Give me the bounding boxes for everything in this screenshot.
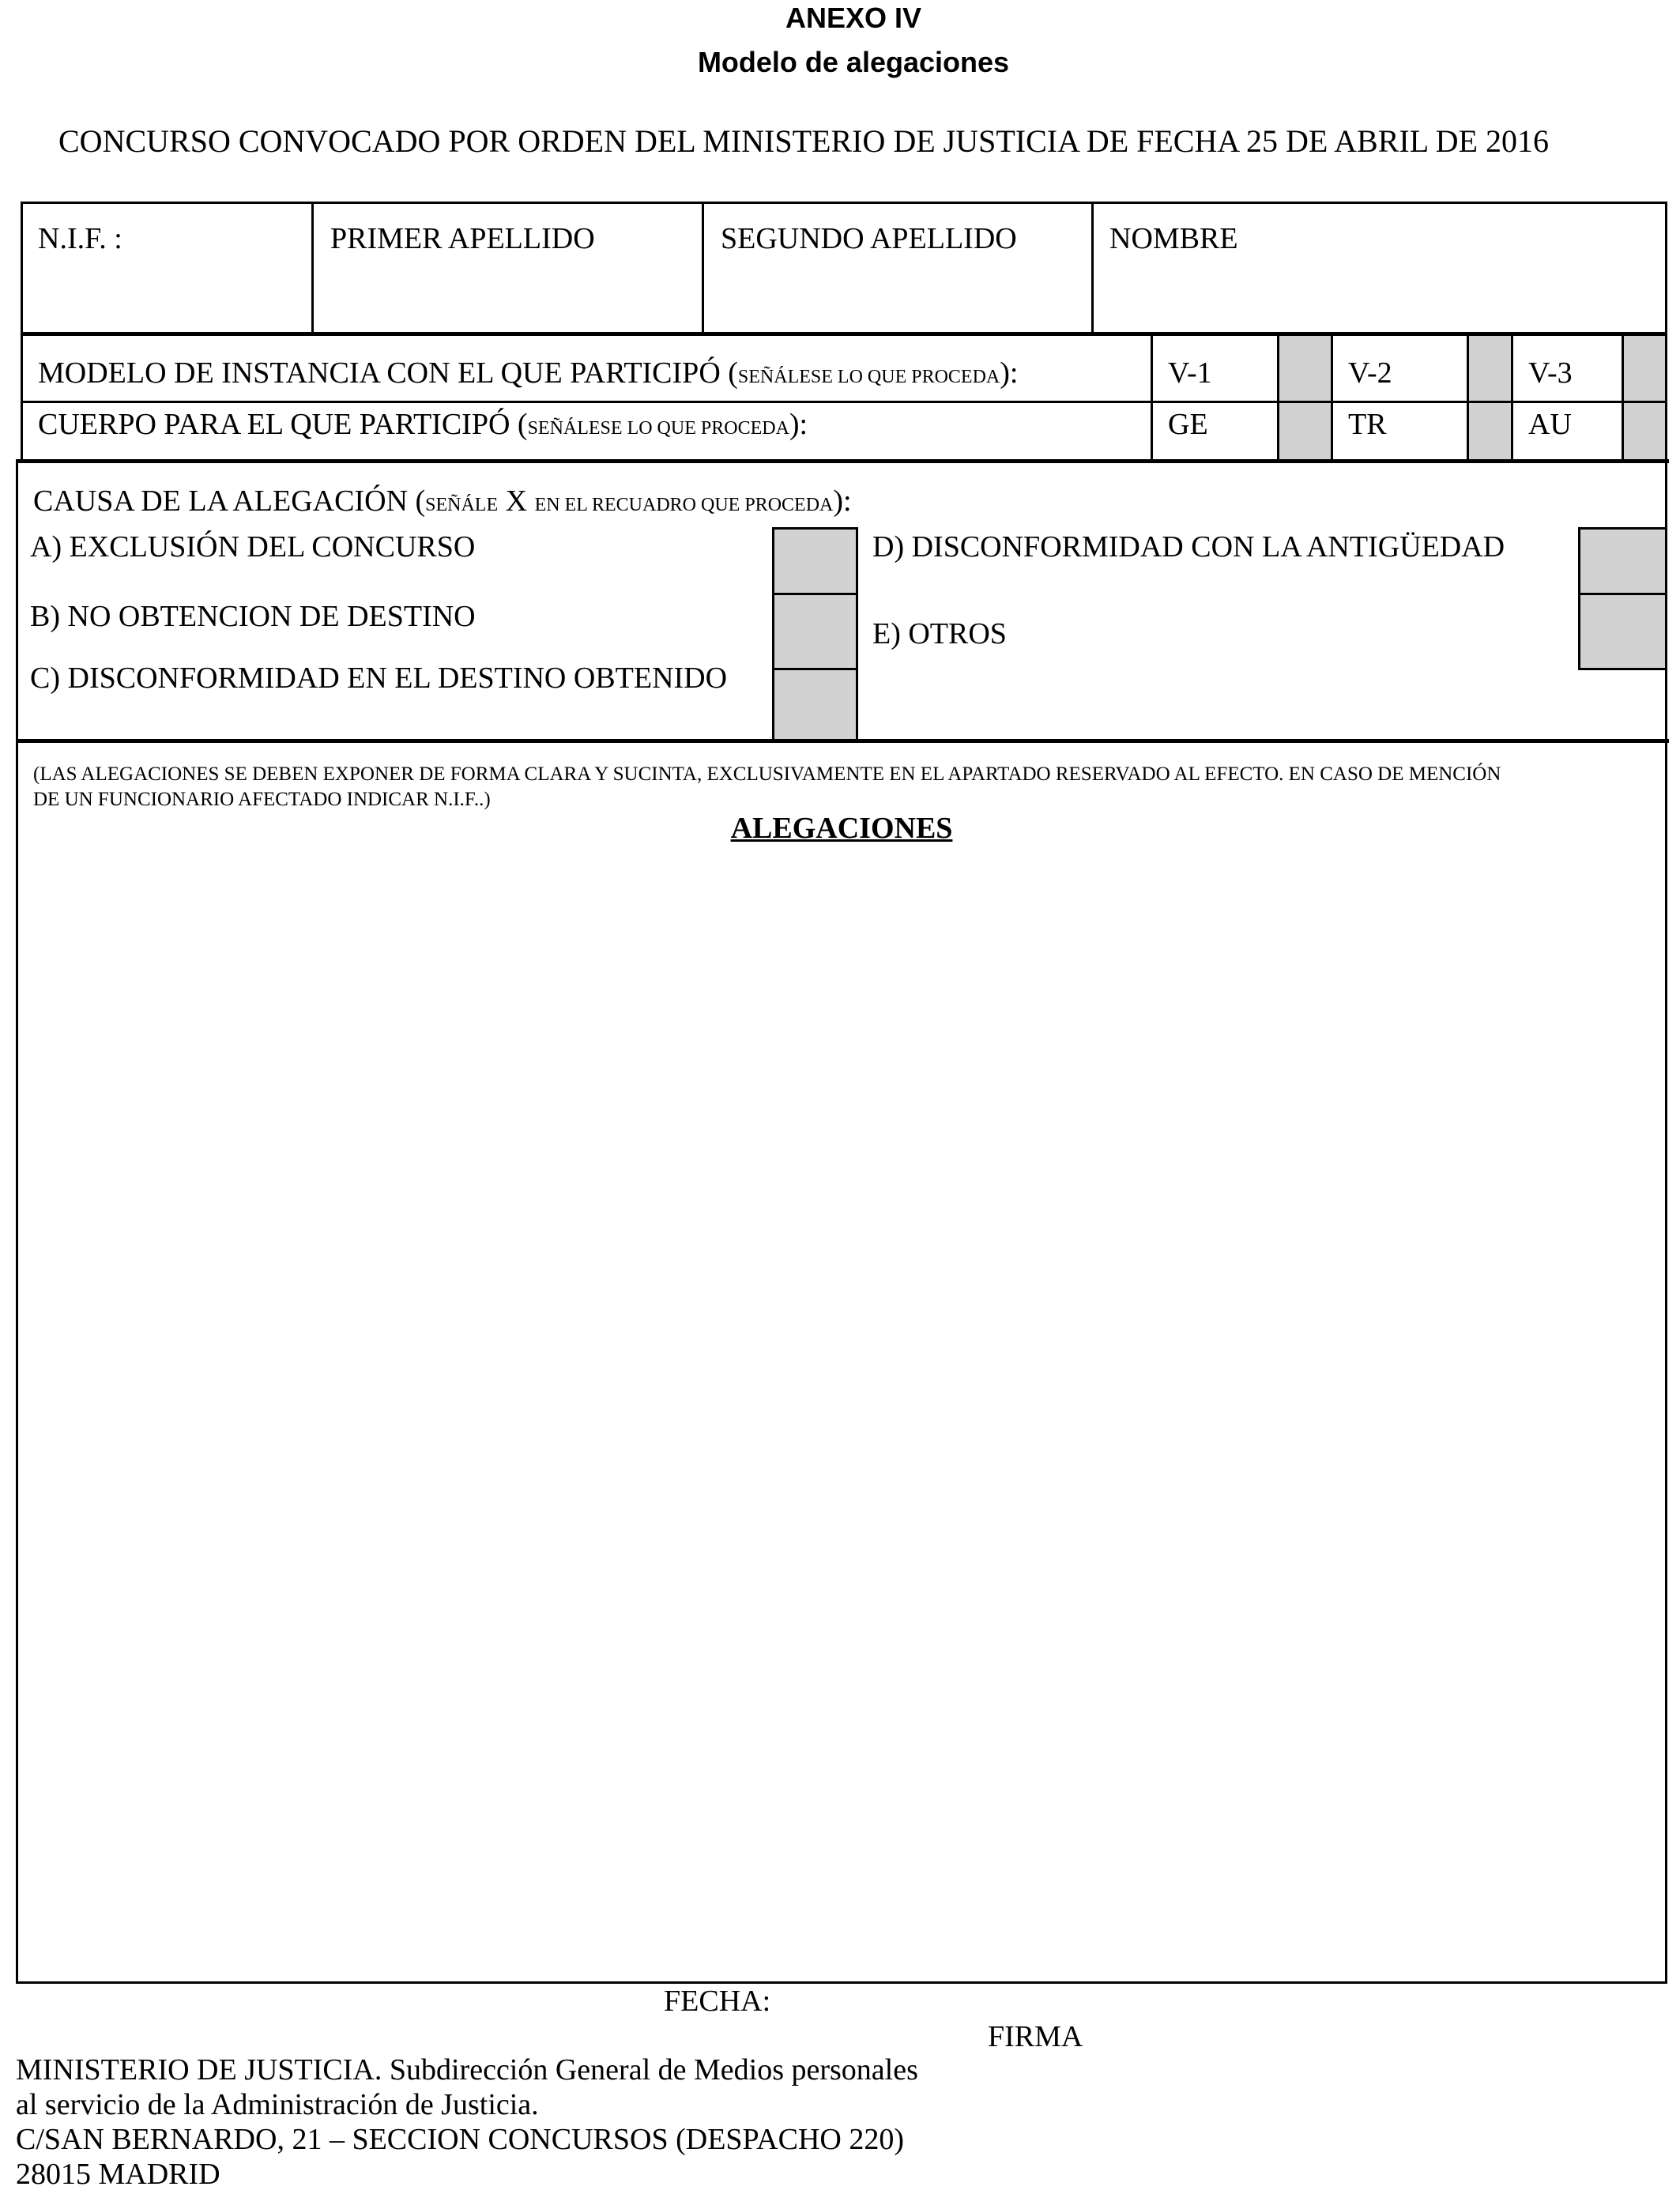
option-v3: V-3 [1528, 356, 1573, 390]
checkbox-cause-a[interactable] [774, 530, 856, 593]
checkbox-cause-c[interactable] [774, 670, 856, 739]
address-line-1: MINISTERIO DE JUSTICIA. Subdirección General de Medios personales [16, 2053, 918, 2087]
checkbox-v1[interactable] [1279, 336, 1331, 401]
checkbox-v3[interactable] [1624, 336, 1665, 401]
signature-label: FIRMA [988, 2020, 1083, 2053]
cause-option-b: B) NO OBTENCION DE DESTINO [30, 600, 476, 633]
checkbox-cause-b[interactable] [774, 595, 856, 668]
option-v2: V-2 [1348, 356, 1392, 390]
model-label: MODELO DE INSTANCIA CON EL QUE PARTICIPÓ (SEÑÁLESE LO QUE PROCEDA): [38, 356, 1019, 390]
form-subtitle: Modelo de alegaciones [697, 46, 1010, 78]
cause-option-e: E) OTROS [872, 617, 1007, 650]
nif-field[interactable]: N.I.F. : [38, 222, 122, 255]
cause-option-d: D) DISCONFORMIDAD CON LA ANTIGÜEDAD [872, 530, 1505, 564]
date-label: FECHA: [664, 1985, 771, 2018]
checkbox-cause-e[interactable] [1580, 595, 1665, 668]
option-au: AU [1528, 408, 1572, 441]
address-line-3: C/SAN BERNARDO, 21 – SECCION CONCURSOS (DESPACHO 220) [16, 2123, 905, 2156]
cause-option-c: C) DISCONFORMIDAD EN EL DESTINO OBTENIDO [30, 662, 728, 695]
checkbox-ge[interactable] [1279, 403, 1331, 459]
name-field[interactable]: NOMBRE [1109, 222, 1238, 255]
option-tr: TR [1348, 408, 1387, 441]
checkbox-v2[interactable] [1469, 336, 1511, 401]
allegations-instructions-line2: DE UN FUNCIONARIO AFECTADO INDICAR N.I.F..) [33, 789, 491, 810]
checkbox-au[interactable] [1624, 403, 1665, 459]
contest-heading: CONCURSO CONVOCADO POR ORDEN DEL MINISTERIO DE JUSTICIA DE FECHA 25 DE ABRIL DE 2016 [58, 123, 1549, 159]
address-line-4: 28015 MADRID [16, 2158, 220, 2191]
checkbox-cause-d[interactable] [1580, 530, 1665, 593]
body-label: CUERPO PARA EL QUE PARTICIPÓ (SEÑÁLESE LO QUE PROCEDA): [38, 408, 808, 441]
allegations-heading: ALEGACIONES [730, 812, 953, 845]
checkbox-tr[interactable] [1469, 403, 1511, 459]
second-surname-field[interactable]: SEGUNDO APELLIDO [721, 222, 1017, 255]
option-ge: GE [1168, 408, 1208, 441]
cause-option-a: A) EXCLUSIÓN DEL CONCURSO [30, 530, 476, 564]
option-v1: V-1 [1168, 356, 1212, 390]
annex-title: ANEXO IV [785, 2, 922, 34]
allegations-instructions-line1: (LAS ALEGACIONES SE DEBEN EXPONER DE FORMA CLARA Y SUCINTA, EXCLUSIVAMENTE EN EL APARTADO RESERVADO AL EFECTO. EN CASO DE MENCIÓN [33, 763, 1501, 785]
first-surname-field[interactable]: PRIMER APELLIDO [330, 222, 595, 255]
address-line-2: al servicio de la Administración de Justicia. [16, 2088, 539, 2121]
cause-label: CAUSA DE LA ALEGACIÓN (SEÑÁLE X EN EL RECUADRO QUE PROCEDA): [33, 484, 852, 518]
